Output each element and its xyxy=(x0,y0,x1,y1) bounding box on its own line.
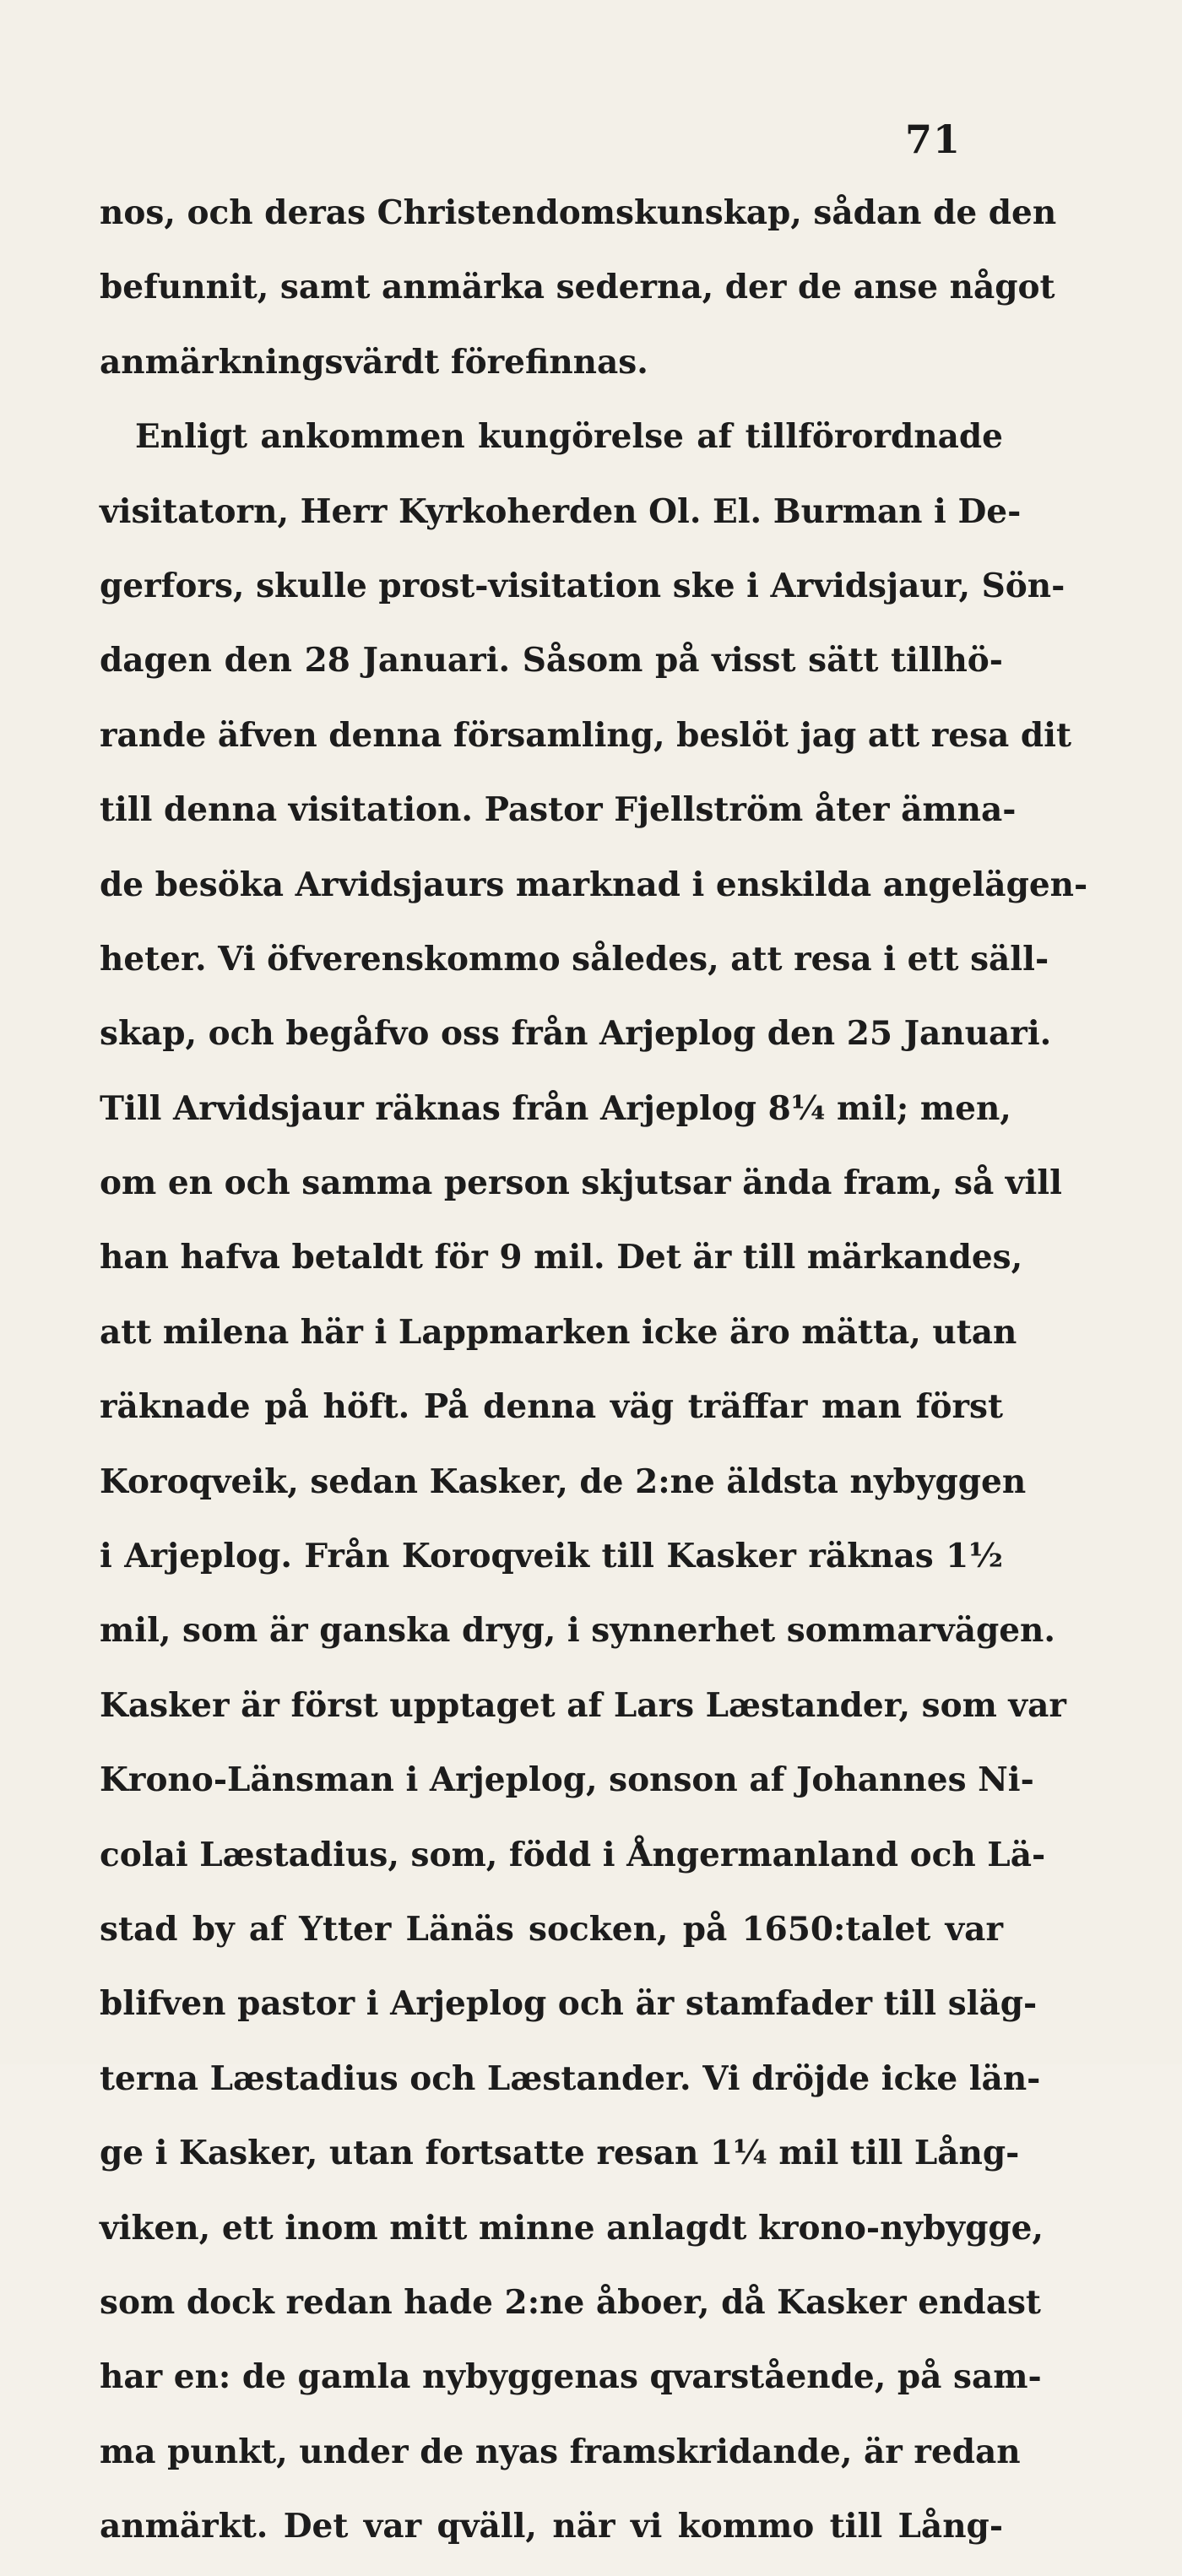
text-line: dagen den 28 Januari. Såsom på visst sätt tillhö- xyxy=(100,641,1003,681)
text-line: han hafva betaldt för 9 mil. Det är till märkandes, xyxy=(100,1238,1023,1277)
text-line: Koroqveik, sedan Kasker, de 2:ne äldsta nybyggen xyxy=(100,1462,1027,1501)
text-line: terna Læstadius och Læstander. Vi dröjde icke län- xyxy=(100,2058,1041,2098)
text-line: blifven pastor i Arjeplog och är stamfader till släg- xyxy=(100,1984,1038,2024)
text-line: ge i Kasker, utan fortsatte resan 1¼ mil till Lång- xyxy=(100,2134,1020,2173)
text-line: Till Arvidsjaur räknas från Arjeplog 8¼ mil; men, xyxy=(100,1088,1011,1128)
text-line: räknade på höft. På denna väg träffar man först xyxy=(100,1387,1003,1427)
text-line: har en: de gamla nybyggenas qvarstående, på sam- xyxy=(100,2357,1042,2397)
text-line: att milena här i Lappmarken icke äro mätta, utan xyxy=(100,1312,1017,1352)
text-line: som dock redan hade 2:ne åboer, då Kasker endast xyxy=(100,2282,1041,2322)
text-line: colai Læstadius, som, född i Ångermanland och Lä- xyxy=(100,1835,1046,1874)
text-line: befunnit, samt anmärka sederna, der de anse något xyxy=(100,268,1055,307)
text-line: nos, och deras Christendomskunskap, sådan de den xyxy=(100,193,1057,232)
text-line: mil, som är ganska dryg, i synnerhet sommarvägen. xyxy=(100,1611,1055,1651)
text-line: anmärkt. Det var qväll, när vi kommo till Lång- xyxy=(100,2507,1003,2546)
text-line: i Arjeplog. Från Koroqveik till Kasker räknas 1½ xyxy=(100,1537,1003,1576)
text-line: heter. Vi öfverenskommo således, att resa i ett säll- xyxy=(100,939,1049,979)
text-line: rande äfven denna församling, beslöt jag att resa dit xyxy=(100,715,1071,755)
text-line: viken, ett inom mitt minne anlagdt krono-nybygge, xyxy=(100,2208,1044,2248)
text-line: om en och samma person skjutsar ända fram, så vill xyxy=(100,1163,1062,1203)
page-number: 71 xyxy=(905,117,962,162)
text-line: visitatorn, Herr Kyrkoherden Ol. El. Burman i De- xyxy=(100,491,1022,531)
text-line: skap, och begåfvo oss från Arjeplog den 25 Januari. xyxy=(100,1014,1052,1054)
text-line: ma punkt, under de nyas framskridande, är redan xyxy=(100,2432,1021,2471)
text-line: till denna visitation. Pastor Fjellström åter ämna- xyxy=(100,790,1017,830)
text-line: anmärkningsvärdt förefinnas. xyxy=(100,342,648,382)
text-line: gerfors, skulle prost-visitation ske i Arvidsjaur, Sön- xyxy=(100,566,1065,605)
text-line: Enligt ankommen kungörelse af tillförordnade xyxy=(135,417,1003,457)
text-line: Krono-Länsman i Arjeplog, sonson af Johannes Ni- xyxy=(100,1760,1034,1800)
text-line: Kasker är först upptaget af Lars Læstander, som var xyxy=(100,1685,1066,1725)
body-text xyxy=(100,187,1088,2576)
text-line: de besöka Arvidsjaurs marknad i enskilda angelägen- xyxy=(100,865,1088,904)
text-line: stad by af Ytter Länäs socken, på 1650:talet var xyxy=(100,1909,1003,1949)
